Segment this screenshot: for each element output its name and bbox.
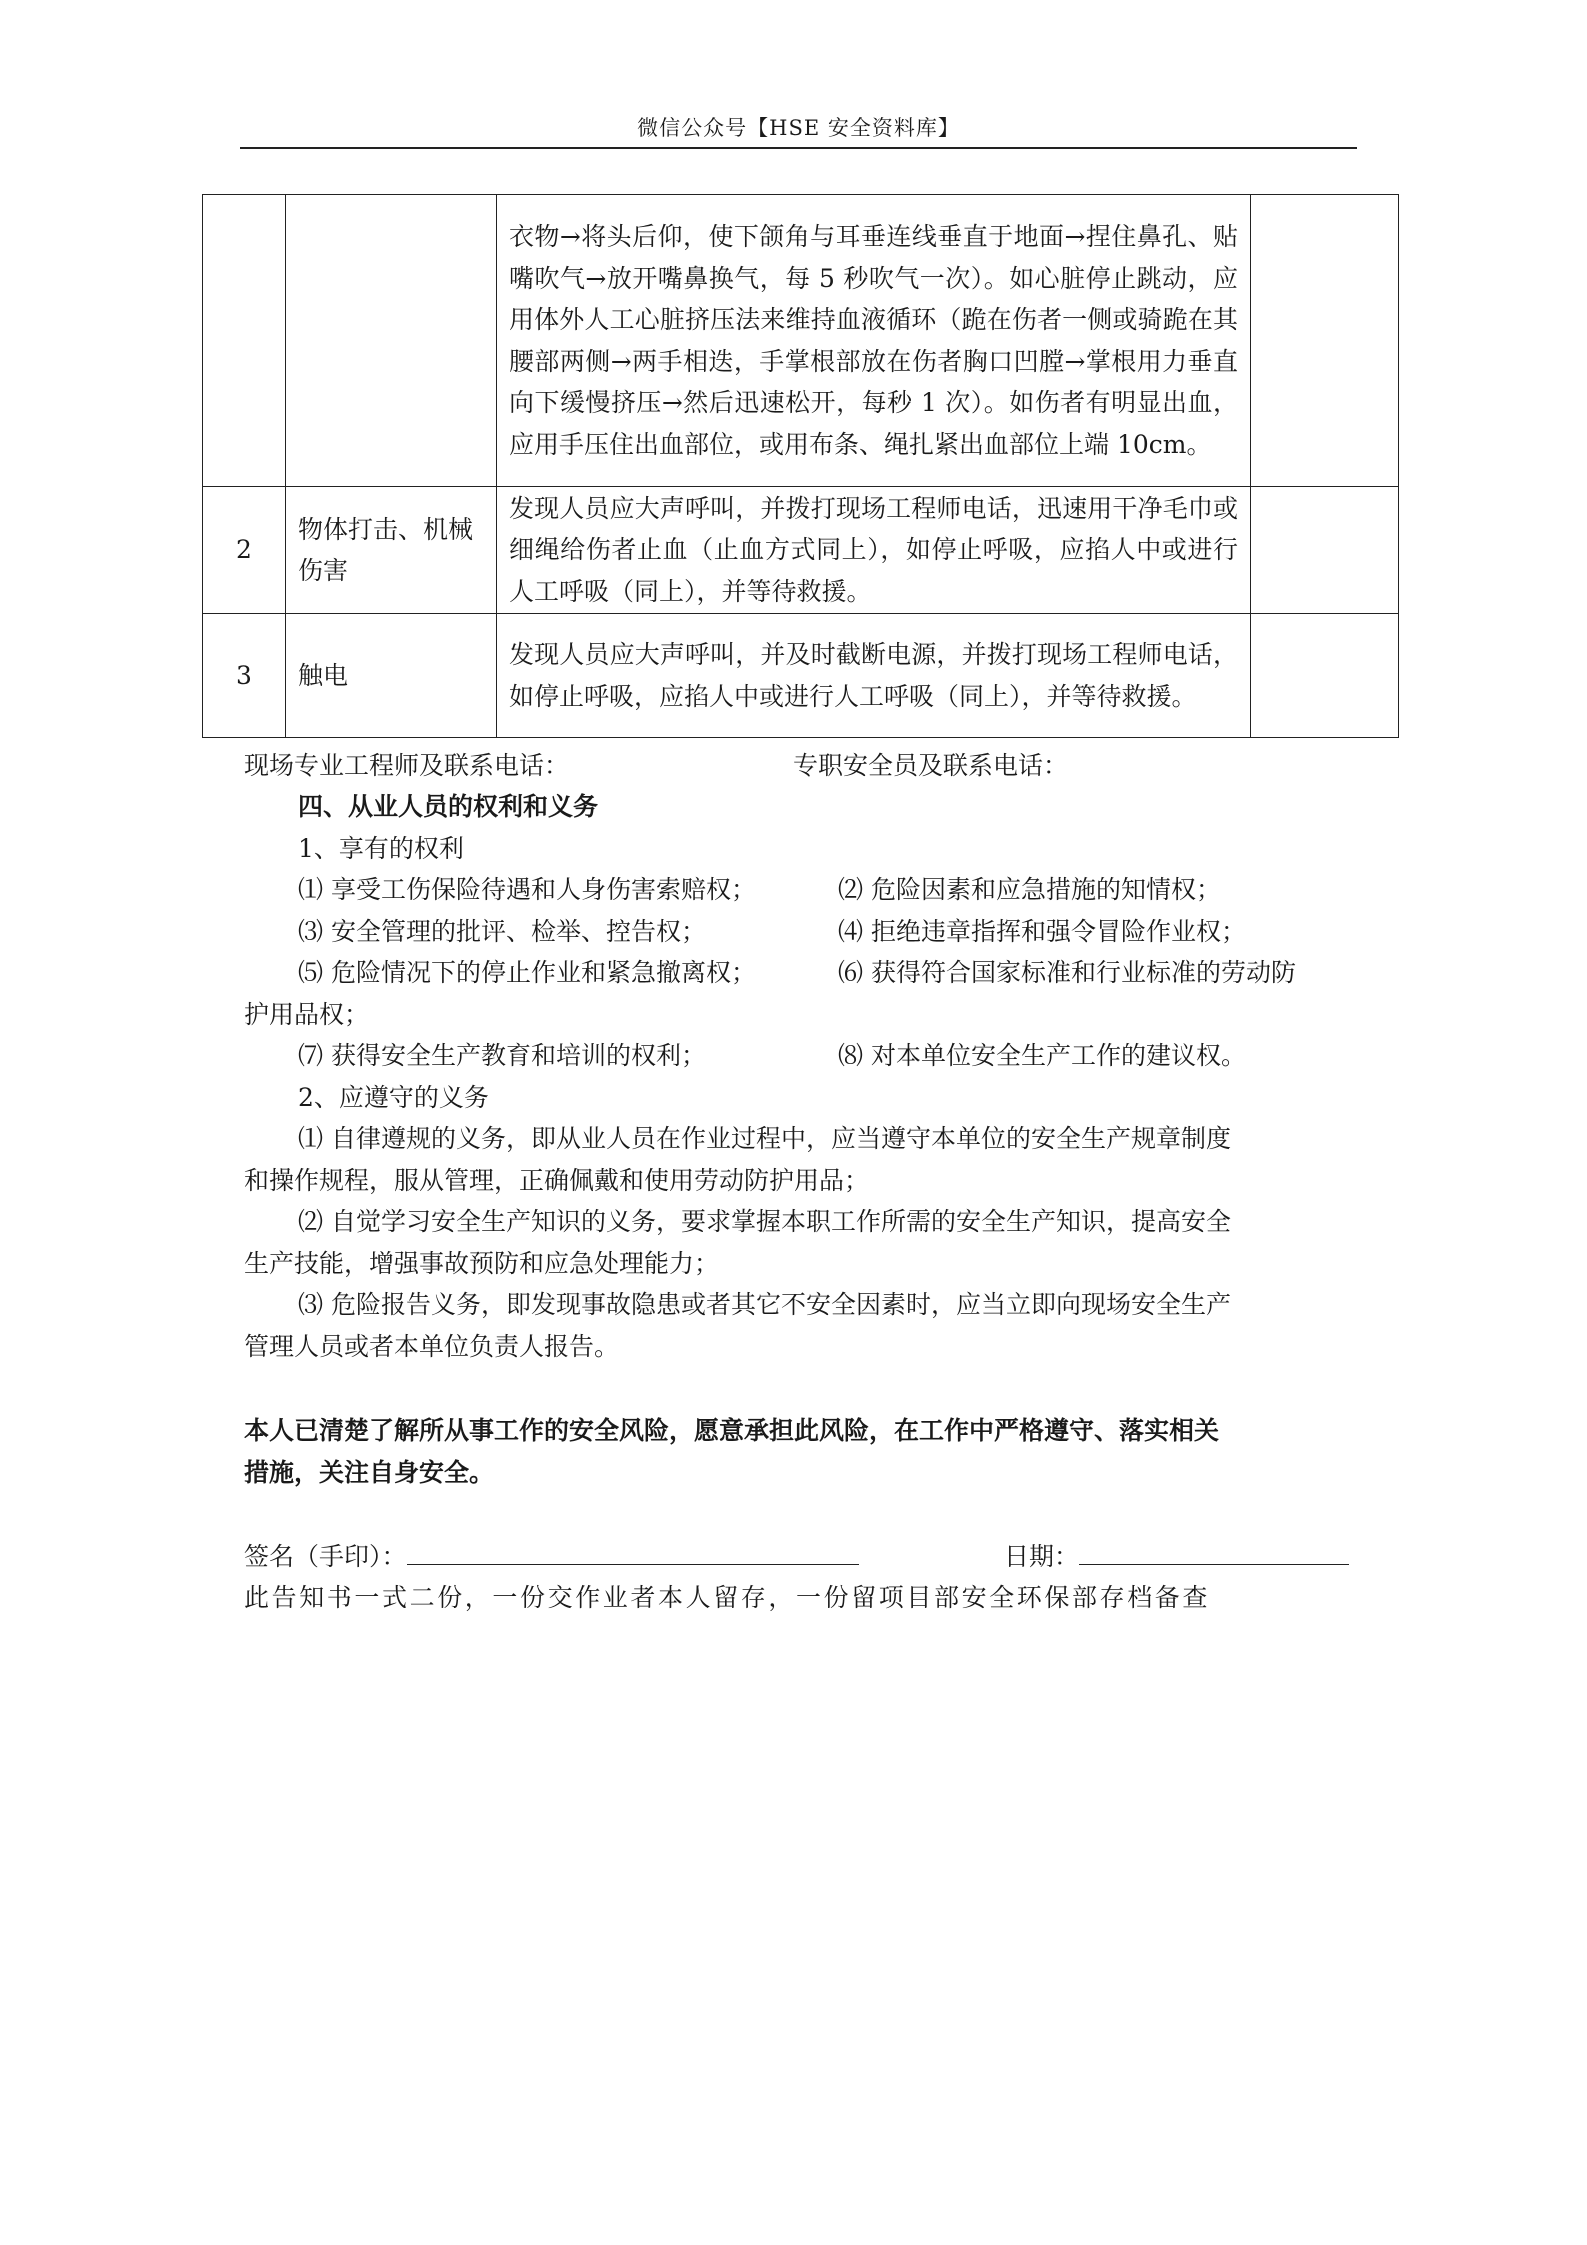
header-rule	[240, 147, 1357, 149]
measure-text: 发现人员应大声呼叫，并拨打现场工程师电话，迅速用干净毛巾或细绳给伤者止血（止血方式同上），如停止呼吸，应掐人中或进行人工呼吸（同上），并等待救援。	[497, 487, 1251, 614]
right-item: ⑹ 获得符合国家标准和行业标准的劳动防	[838, 958, 1296, 987]
safety-officer-contact-label: 专职安全员及联系电话：	[793, 751, 1069, 780]
duty-item: ⑵ 自觉学习安全生产知识的义务，要求掌握本职工作所需的安全生产知识，提高安全	[298, 1207, 1231, 1236]
emergency-measures-table	[202, 194, 1399, 738]
date-group	[1004, 1536, 1349, 1577]
page-header: 微信公众号【HSE 安全资料库】	[637, 116, 960, 140]
rights-title: 1、享有的权利	[298, 834, 464, 863]
table-row	[203, 195, 1399, 487]
remarks-cell	[1251, 195, 1399, 487]
duties-title: 2、应遵守的义务	[298, 1083, 489, 1112]
copies-note: 此告知书一式二份，一份交作业者本人留存，一份留项目部安全环保部存档备查	[244, 1583, 1211, 1612]
statement-line: 本人已清楚了解所从事工作的安全风险，愿意承担此风险，在工作中严格遵守、落实相关	[244, 1416, 1220, 1445]
duty-item-continuation: 生产技能，增强事故预防和应急处理能力；	[244, 1249, 720, 1278]
duty-item-continuation: 管理人员或者本单位负责人报告。	[244, 1332, 620, 1361]
hazard-type	[286, 195, 497, 487]
measure-text: 衣物→将头后仰，使下颌角与耳垂连线垂直于地面→捏住鼻孔、贴嘴吹气→放开嘴鼻换气，每 5 秒吹气一次）。如心脏停止跳动，应用体外人工心脏挤压法来维持血液循环（跪在伤者一侧或骑跪在其腰部两侧→两手相迭，手掌根部放在伤者胸口凹膛→掌根用力垂直向下缓慢挤压→然后迅速松开，每秒 1 次）。如伤者有明显出血，应用手压住出血部位，或用布条、绳扎紧出血部位上端 10cm。	[497, 195, 1251, 487]
engineer-contact-label: 现场专业工程师及联系电话：	[244, 751, 570, 780]
right-item: ⑴ 享受工伤保险待遇和人身伤害索赔权；	[298, 875, 756, 904]
right-item: ⑵ 危险因素和应急措施的知情权；	[838, 875, 1221, 904]
section-title: 四、从业人员的权利和义务	[298, 792, 599, 821]
signature-blank[interactable]	[407, 1536, 859, 1565]
row-number: 3	[203, 614, 286, 738]
signature-label: 签名（手印）：	[244, 1542, 407, 1571]
measure-text: 发现人员应大声呼叫，并及时截断电源，并拨打现场工程师电话，如停止呼吸，应掐人中或进行人工呼吸（同上），并等待救援。	[497, 614, 1251, 738]
hazard-type: 触电	[286, 614, 497, 738]
rights-continuation: 护用品权；	[244, 1000, 370, 1029]
date-blank[interactable]	[1079, 1536, 1349, 1565]
table-row	[203, 614, 1399, 738]
rights-row	[244, 1035, 1414, 1076]
duty-item: ⑴ 自律遵规的义务，即从业人员在作业过程中，应当遵守本单位的安全生产规章制度	[298, 1124, 1231, 1153]
remarks-cell	[1251, 487, 1399, 614]
duty-item-continuation: 和操作规程，服从管理，正确佩戴和使用劳动防护用品；	[244, 1166, 870, 1195]
right-item: ⑻ 对本单位安全生产工作的建议权。	[838, 1041, 1246, 1070]
row-number: 2	[203, 487, 286, 614]
right-item: ⑸ 危险情况下的停止作业和紧急撤离权；	[298, 958, 756, 987]
right-item: ⑷ 拒绝违章指挥和强令冒险作业权；	[838, 917, 1246, 946]
contact-line	[244, 745, 1360, 786]
date-label: 日期：	[1004, 1542, 1080, 1571]
row-number	[203, 195, 286, 487]
signature-row	[244, 1536, 1360, 1577]
duty-item: ⑶ 危险报告义务，即发现事故隐患或者其它不安全因素时，应当立即向现场安全生产	[298, 1290, 1231, 1319]
right-item: ⑺ 获得安全生产教育和培训的权利；	[298, 1041, 706, 1070]
table-row	[203, 487, 1399, 614]
rights-row	[244, 869, 1414, 910]
hazard-type: 物体打击、机械伤害	[286, 487, 497, 614]
remarks-cell	[1251, 614, 1399, 738]
right-item: ⑶ 安全管理的批评、检举、控告权；	[298, 917, 706, 946]
rights-row	[244, 911, 1414, 952]
rights-row	[244, 952, 1414, 993]
statement-line: 措施，关注自身安全。	[244, 1458, 495, 1487]
